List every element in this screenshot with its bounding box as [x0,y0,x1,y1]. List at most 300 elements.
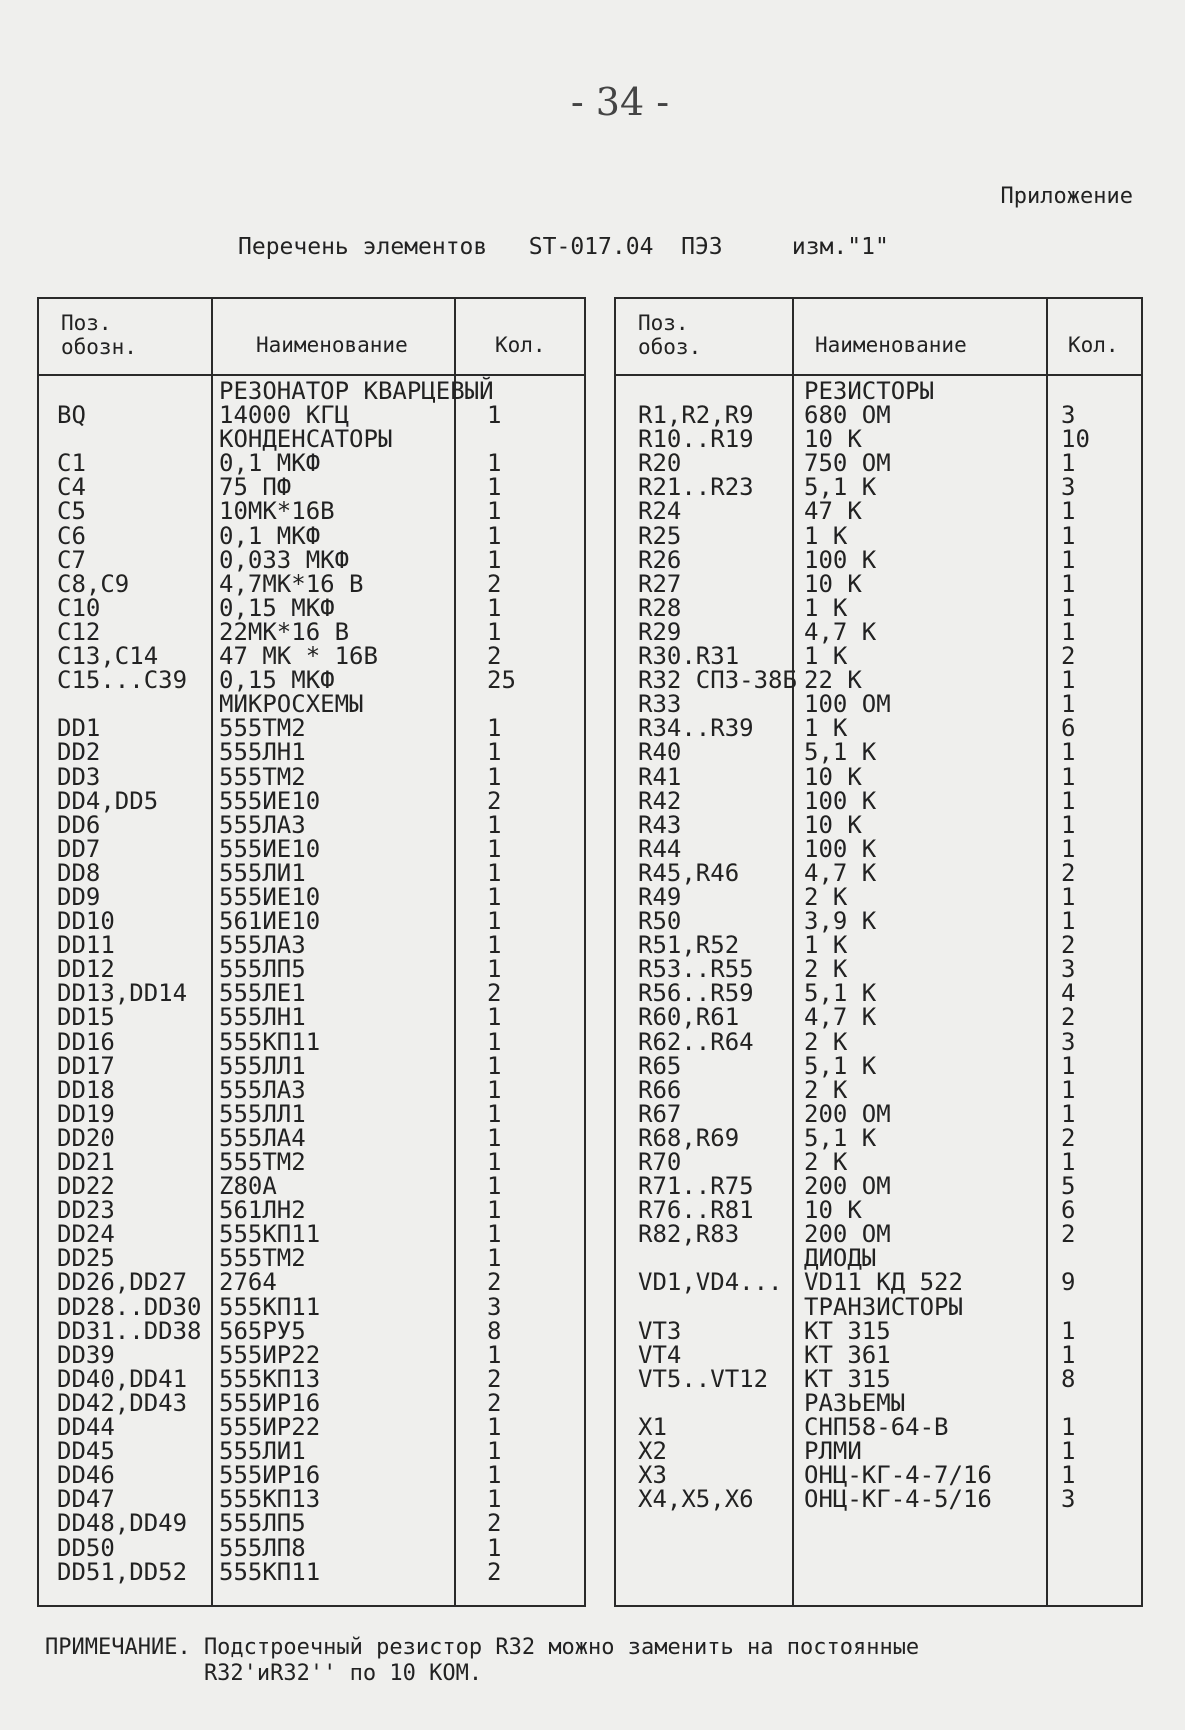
table-row [616,1292,1141,1321]
cell-name: 1 К [804,931,848,960]
cell-qty: 2 [487,1388,502,1417]
table-row [39,545,584,574]
cell-name: 555ЛИ1 [219,1437,306,1466]
cell-name: 561ИЕ10 [219,907,321,936]
table-row [616,1364,1141,1393]
cell-qty: 10 [1061,425,1090,454]
cell-name: РЕЗОНАТОР КВАРЦЕВЫЙ [219,377,494,405]
left-header-pos: Поз. обозн. [61,311,137,359]
cell-name: 555ЛП8 [219,1533,306,1562]
table-row [39,1075,584,1104]
cell-qty: 1 [487,834,502,863]
cell-name: 555КП11 [219,1292,321,1321]
document-heading: Перечень элементов ST-017.04 ПЭЗ изм."1" [238,234,889,260]
cell-qty: 2 [487,1557,502,1586]
table-row [616,714,1141,743]
cell-pos: DD19 [57,1099,115,1128]
cell-qty: 9 [1061,1268,1076,1297]
cell-qty: 1 [487,762,502,791]
cell-pos: R71..R75 [638,1172,754,1201]
right-header-name: Наименование [815,333,967,357]
table-row [39,979,584,1008]
cell-pos: DD48,DD49 [57,1509,188,1538]
cell-qty: 1 [1061,1051,1076,1080]
cell-name: 750 ОМ [804,449,891,478]
cell-qty: 1 [487,1172,502,1201]
cell-pos: DD9 [57,882,101,911]
right-table-body [616,377,1141,1514]
cell-pos: R50 [638,907,682,936]
cell-pos: C12 [57,617,101,646]
table-row [39,666,584,695]
cell-pos: R28 [638,593,682,622]
cell-qty: 1 [1061,1437,1076,1466]
cell-name: 1 К [804,714,848,743]
cell-name: 555КП11 [219,1220,321,1249]
cell-name: КТ 315 [804,1316,891,1345]
table-row [616,690,1141,719]
cell-name: 0,1 МКФ [219,521,321,550]
cell-qty: 1 [487,497,502,526]
cell-qty: 1 [487,1123,502,1152]
cell-pos: C1 [57,449,86,478]
table-row [616,473,1141,502]
left-parts-table [37,297,586,1607]
cell-name: 10 К [804,810,862,839]
cell-pos: R62..R64 [638,1027,754,1056]
cell-qty: 1 [1061,1340,1076,1369]
cell-qty: 2 [1061,858,1076,887]
cell-qty: 1 [1061,497,1076,526]
cell-pos: DD47 [57,1485,115,1514]
cell-pos: R32 СП3-38Б [638,666,797,695]
cell-name: РЕЗИСТОРЫ [804,377,935,405]
cell-pos: VT3 [638,1316,682,1345]
cell-qty: 5 [1061,1172,1076,1201]
cell-name: ТРАНЗИСТОРЫ [804,1292,963,1321]
table-row [39,1150,584,1174]
cell-pos: C5 [57,497,86,526]
table-row [616,1268,1141,1297]
table-row [39,1437,584,1466]
cell-qty: 2 [1061,1003,1076,1032]
cell-name: 4,7 К [804,858,877,887]
cell-pos: R43 [638,810,682,839]
cell-pos: C4 [57,473,86,502]
table-row [616,1123,1141,1152]
cell-pos: DD20 [57,1123,115,1152]
cell-pos: BQ [57,401,86,430]
cell-name: 200 ОМ [804,1172,891,1201]
table-row [39,690,584,719]
cell-pos: DD10 [57,907,115,936]
table-row [616,379,1141,403]
cell-pos: X2 [638,1437,667,1466]
cell-qty: 1 [487,1485,502,1514]
cell-qty: 2 [1061,931,1076,960]
cell-qty: 1 [1061,569,1076,598]
cell-qty: 6 [1061,1196,1076,1225]
cell-qty: 2 [1061,642,1076,671]
cell-qty: 1 [487,810,502,839]
cell-name: 680 ОМ [804,401,891,430]
cell-name: 22МК*16 В [219,617,350,646]
table-row [39,1099,584,1128]
cell-name: 5,1 К [804,738,877,767]
table-row [39,1509,584,1538]
table-row [39,497,584,526]
cell-name: 565РУ5 [219,1316,306,1345]
cell-name: 10 К [804,569,862,598]
cell-qty: 1 [487,617,502,646]
cell-name: 555ТМ2 [219,714,306,743]
table-row [39,786,584,815]
cell-pos: X3 [638,1461,667,1490]
cell-pos: DD17 [57,1051,115,1080]
table-row [616,1388,1141,1417]
table-row [616,1485,1141,1514]
cell-pos: DD50 [57,1533,115,1562]
cell-qty: 3 [1061,1485,1076,1514]
cell-qty: 3 [1061,955,1076,984]
table-row [39,1292,584,1321]
cell-pos: VT4 [638,1340,682,1369]
cell-pos: DD2 [57,738,101,767]
cell-name: 22 К [804,666,862,695]
cell-name: 555ЛЛ1 [219,1051,306,1080]
table-row [616,1051,1141,1080]
cell-name: 555ЛП5 [219,955,306,984]
cell-name: 10 К [804,1196,862,1225]
cell-qty: 1 [487,955,502,984]
cell-name: 2 К [804,955,848,984]
table-row [616,858,1141,887]
table-row [39,1557,584,1586]
table-row [39,858,584,887]
cell-pos: R53..R55 [638,955,754,984]
cell-pos: DD40,DD41 [57,1364,188,1393]
cell-pos: R66 [638,1075,682,1104]
cell-name: 555ИЕ10 [219,882,321,911]
table-row [616,497,1141,526]
cell-name: 0,15 МКФ [219,593,335,622]
cell-name: VD11 КД 522 [804,1268,963,1297]
cell-qty: 1 [1061,834,1076,863]
cell-pos: R51,R52 [638,931,740,960]
table-row [39,642,584,671]
cell-pos: C13,C14 [57,642,159,671]
cell-name: Z80A [219,1172,277,1201]
cell-qty: 1 [1061,617,1076,646]
cell-qty: 1 [487,738,502,767]
table-row [616,786,1141,815]
cell-pos: R27 [638,569,682,598]
cell-pos: X4,X5,X6 [638,1485,754,1514]
table-row [616,882,1141,911]
cell-qty: 1 [487,907,502,936]
cell-name: КТ 361 [804,1340,891,1369]
cell-qty: 1 [1061,1461,1076,1490]
cell-qty: 1 [1061,593,1076,622]
right-header-pos: Поз. обоз. [638,311,702,359]
cell-pos: DD4,DD5 [57,786,159,815]
cell-qty: 6 [1061,714,1076,743]
cell-pos: R76..R81 [638,1196,754,1225]
cell-qty: 1 [1061,882,1076,911]
page-number: - 34 - [570,80,670,124]
cell-qty: 1 [487,449,502,478]
cell-name: 47 МК * 16В [219,642,378,671]
cell-pos: DD42,DD43 [57,1388,188,1417]
cell-qty: 1 [487,1461,502,1490]
table-row [616,1244,1141,1273]
cell-pos: DD26,DD27 [57,1268,188,1297]
cell-name: 555ТМ2 [219,1244,306,1273]
cell-qty: 1 [487,545,502,574]
cell-qty: 1 [1061,449,1076,478]
cell-qty: 1 [487,1220,502,1249]
cell-name: 555ЛИ1 [219,858,306,887]
table-row [616,1099,1141,1128]
cell-name: 555ИР16 [219,1461,321,1490]
cell-qty: 8 [487,1316,502,1345]
cell-qty: 4 [1061,979,1076,1008]
cell-qty: 1 [1061,738,1076,767]
cell-qty: 1 [487,882,502,911]
cell-name: 5,1 К [804,1123,877,1152]
cell-name: 555ЛЛ1 [219,1099,306,1128]
cell-name: РАЗЬЕМЫ [804,1388,906,1417]
cell-name: 555КП13 [219,1485,321,1514]
cell-pos: DD25 [57,1244,115,1273]
cell-pos: DD7 [57,834,101,863]
table-row [616,617,1141,646]
cell-qty: 3 [1061,401,1076,430]
table-row [39,521,584,550]
table-row [616,1150,1141,1174]
table-row [616,834,1141,863]
cell-qty: 1 [1061,690,1076,719]
cell-pos: DD12 [57,955,115,984]
footnote: ПРИМЕЧАНИЕ. Подстроечный резистор R32 можно заменить на постоянные R32'иR32'' по 10 КОМ. [45,1635,920,1686]
cell-qty: 2 [487,979,502,1008]
table-row [39,738,584,767]
cell-name: 555ЛП5 [219,1509,306,1538]
cell-pos: R24 [638,497,682,526]
table-row [616,593,1141,622]
table-row [616,545,1141,574]
cell-qty: 1 [1061,521,1076,550]
cell-name: 1 К [804,593,848,622]
cell-qty: 2 [487,786,502,815]
table-row [39,1340,584,1369]
appendix-label: Приложение [1000,184,1133,209]
cell-pos: DD15 [57,1003,115,1032]
table-row [616,1461,1141,1490]
cell-name: 555КП11 [219,1027,321,1056]
cell-pos: DD28..DD30 [57,1292,202,1321]
cell-name: КТ 315 [804,1364,891,1393]
cell-qty: 1 [1061,786,1076,815]
cell-qty: 1 [1061,907,1076,936]
cell-qty: 2 [1061,1220,1076,1249]
cell-name: СНП58-64-В [804,1413,949,1442]
cell-qty: 1 [1061,762,1076,791]
cell-pos: R56..R59 [638,979,754,1008]
table-row [39,473,584,502]
table-row [616,1196,1141,1225]
cell-name: 555ТМ2 [219,1148,306,1176]
cell-pos: R25 [638,521,682,550]
table-row [39,449,584,478]
cell-qty: 3 [1061,473,1076,502]
table-row [616,1413,1141,1442]
cell-pos: R29 [638,617,682,646]
cell-pos: R30.R31 [638,642,740,671]
table-row [39,1485,584,1514]
table-row [39,1027,584,1056]
cell-name: 555ЛА3 [219,1075,306,1104]
table-row [39,955,584,984]
table-row [39,1268,584,1297]
table-row [39,810,584,839]
cell-name: 5,1 К [804,979,877,1008]
cell-name: ДИОДЫ [804,1244,877,1273]
cell-pos: C6 [57,521,86,550]
cell-pos: C10 [57,593,101,622]
cell-qty: 1 [1061,1316,1076,1345]
cell-qty: 1 [487,1340,502,1369]
table-row [616,762,1141,791]
cell-pos: R26 [638,545,682,574]
table-row [616,569,1141,598]
table-row [39,569,584,598]
cell-qty: 1 [487,1027,502,1056]
table-row [616,907,1141,936]
table-row [616,1172,1141,1201]
cell-qty: 1 [1061,1099,1076,1128]
cell-qty: 8 [1061,1364,1076,1393]
cell-name: 555ИЕ10 [219,786,321,815]
cell-name: 5,1 К [804,473,877,502]
table-row [616,1437,1141,1466]
cell-qty: 1 [487,931,502,960]
table-row [616,955,1141,984]
table-row [616,979,1141,1008]
cell-pos: DD39 [57,1340,115,1369]
cell-name: 100 К [804,786,877,815]
cell-name: 1 К [804,521,848,550]
cell-name: 555ИР22 [219,1340,321,1369]
cell-name: КОНДЕНСАТОРЫ [219,425,393,454]
cell-pos: R21..R23 [638,473,754,502]
cell-qty: 1 [487,593,502,622]
table-row [616,1003,1141,1032]
table-row [39,617,584,646]
table-row [39,1316,584,1345]
cell-name: 555ЛЕ1 [219,979,306,1008]
cell-pos: DD31..DD38 [57,1316,202,1345]
cell-name: 3,9 К [804,907,877,936]
cell-pos: DD51,DD52 [57,1557,188,1586]
cell-qty: 1 [487,401,502,430]
table-row [39,1172,584,1201]
cell-qty: 25 [487,666,516,695]
cell-name: РЛМИ [804,1437,862,1466]
table-row [616,1340,1141,1369]
cell-name: 561ЛН2 [219,1196,306,1225]
cell-name: 555ИЕ10 [219,834,321,863]
table-row [39,1413,584,1442]
cell-qty: 1 [487,1244,502,1273]
table-row [39,834,584,863]
cell-name: 100 ОМ [804,690,891,719]
table-row [39,1388,584,1417]
cell-pos: R33 [638,690,682,719]
table-row [39,1003,584,1032]
cell-pos: DD16 [57,1027,115,1056]
cell-name: 10 К [804,425,862,454]
cell-name: ОНЦ-КГ-4-5/16 [804,1485,992,1514]
cell-name: 2 К [804,1148,848,1176]
cell-qty: 2 [487,569,502,598]
cell-qty: 1 [487,1148,502,1176]
cell-qty: 1 [1061,810,1076,839]
cell-name: 10МК*16В [219,497,335,526]
cell-qty: 1 [487,1196,502,1225]
cell-pos: R60,R61 [638,1003,740,1032]
table-row [39,1364,584,1393]
table-row [616,1220,1141,1249]
cell-name: 2 К [804,882,848,911]
cell-pos: C8,C9 [57,569,130,598]
cell-name: 100 К [804,834,877,863]
cell-pos: R65 [638,1051,682,1080]
cell-name: 2 К [804,1075,848,1104]
cell-name: 4,7 К [804,1003,877,1032]
cell-name: 555ЛН1 [219,1003,306,1032]
cell-qty: 1 [1061,545,1076,574]
table-row [39,425,584,454]
table-row [39,931,584,960]
cell-qty: 1 [487,473,502,502]
cell-qty: 1 [487,1437,502,1466]
table-row [39,882,584,911]
cell-pos: C7 [57,545,86,574]
cell-pos: DD3 [57,762,101,791]
cell-name: 0,15 МКФ [219,666,335,695]
table-row [616,425,1141,454]
table-row [616,1316,1141,1345]
cell-name: 555ИР22 [219,1413,321,1442]
table-row [616,521,1141,550]
cell-pos: R10..R19 [638,425,754,454]
cell-pos: VT5..VT12 [638,1364,769,1393]
table-row [616,666,1141,695]
cell-pos: DD23 [57,1196,115,1225]
cell-qty: 2 [1061,1123,1076,1152]
cell-qty: 1 [487,1051,502,1080]
cell-qty: 3 [487,1292,502,1321]
cell-pos: DD13,DD14 [57,979,188,1008]
cell-pos: DD45 [57,1437,115,1466]
cell-name: 555ЛА3 [219,810,306,839]
cell-qty: 1 [487,1003,502,1032]
cell-name: 555КП13 [219,1364,321,1393]
cell-qty: 2 [487,1268,502,1297]
cell-name: 4,7 К [804,617,877,646]
cell-pos: R82,R83 [638,1220,740,1249]
